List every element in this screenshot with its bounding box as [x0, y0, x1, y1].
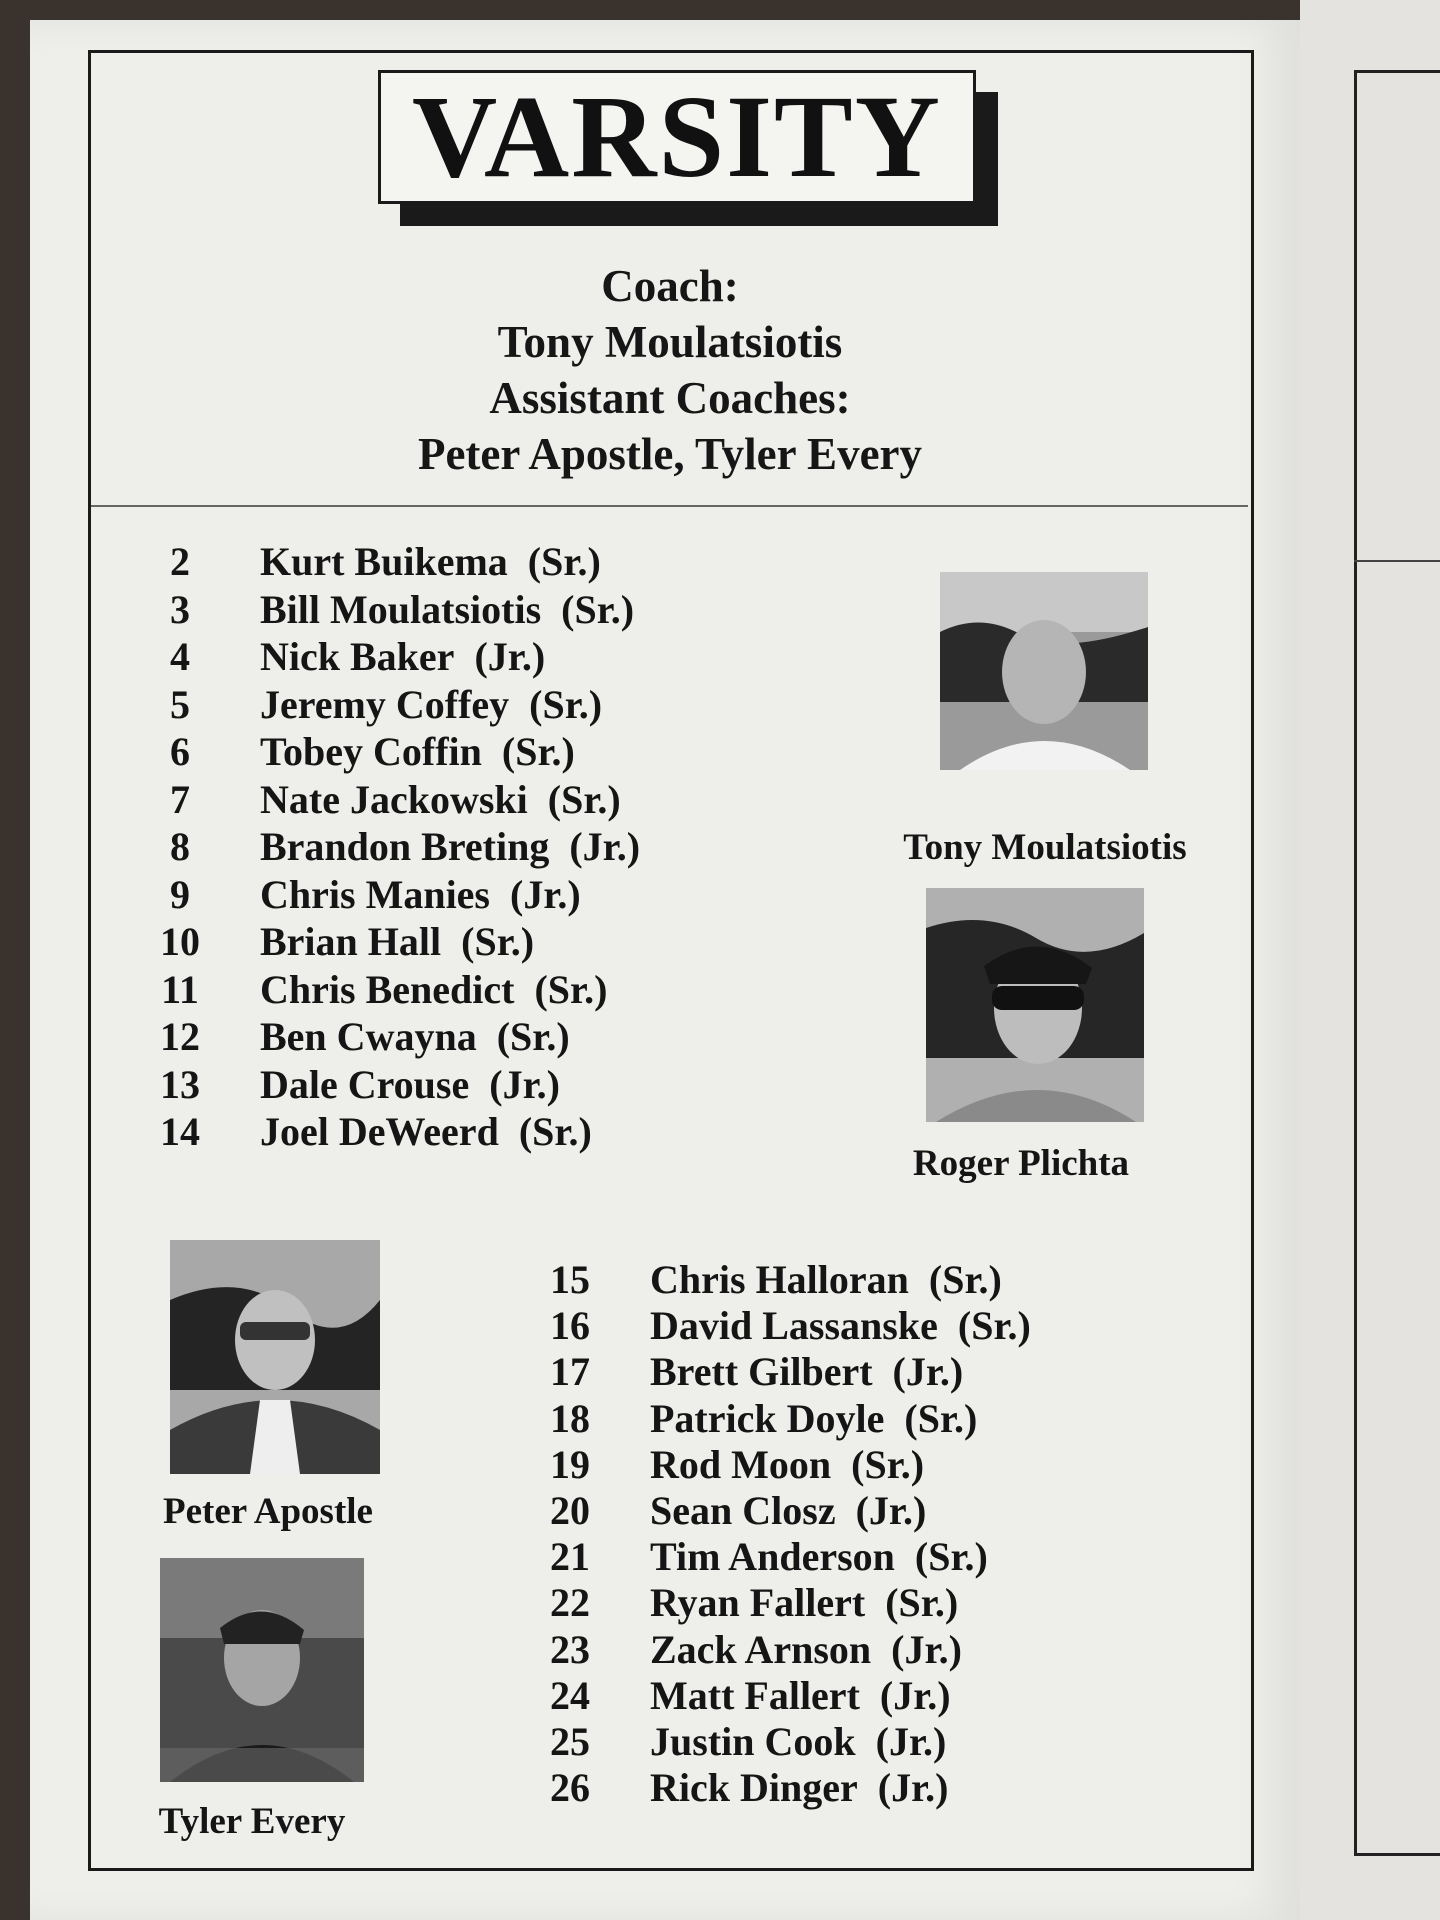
player-class: (Sr.): [534, 966, 608, 1012]
player-name-group: [650, 1348, 963, 1396]
player-name: Sean Closz: [650, 1488, 836, 1533]
player-name-group: [260, 1108, 592, 1156]
player-name-group: [260, 871, 581, 919]
player-name: Bill Moulatsiotis: [260, 586, 542, 632]
section-divider: [91, 505, 1248, 507]
jersey-number: 23: [550, 1626, 590, 1672]
jersey-number: 3: [170, 586, 190, 632]
player-class: (Sr.): [561, 586, 635, 632]
jersey-number: 8: [170, 824, 190, 869]
jersey-number: 26: [550, 1765, 590, 1811]
player-name-group: [260, 776, 621, 824]
player-class: (Sr.): [885, 1580, 959, 1626]
player-class: (Sr.): [518, 1109, 592, 1154]
player-name: Tobey Coffin: [260, 729, 482, 774]
player-name-group: [260, 681, 602, 729]
jersey-number: 19: [550, 1441, 590, 1487]
player-name-group: [260, 918, 534, 966]
player-name: Tim Anderson: [650, 1534, 895, 1580]
player-class: (Jr.): [879, 1672, 951, 1718]
jersey-number: 13: [160, 1061, 200, 1107]
coach-label: Coach:: [601, 261, 739, 311]
player-class: (Jr.): [891, 1626, 962, 1672]
player-name-group: [650, 1579, 958, 1627]
roster-list-bottom: [530, 1256, 1150, 1836]
jersey-number: 11: [161, 966, 199, 1012]
player-class: (Jr.): [892, 1349, 964, 1395]
jersey-number: 9: [170, 871, 190, 917]
player-name-group: [650, 1256, 1002, 1304]
player-name-group: [650, 1626, 962, 1674]
player-name-group: [650, 1395, 977, 1443]
photo-peter-apostle: [170, 1240, 380, 1474]
player-class: (Sr.): [461, 919, 535, 964]
player-name-group: [260, 538, 601, 586]
player-name: Kurt Buikema: [260, 539, 508, 584]
coaching-staff: [290, 258, 1050, 482]
player-name: Brian Hall: [260, 919, 442, 964]
jersey-number: 24: [550, 1672, 590, 1718]
jersey-number: 18: [550, 1395, 590, 1441]
player-name: Jeremy Coffey: [260, 681, 510, 727]
facing-page: [1300, 0, 1440, 1920]
player-name-group: [260, 823, 640, 871]
player-name: Nick Baker: [260, 634, 455, 679]
roster-list-top: [140, 538, 780, 1178]
player-name: Rick Dinger: [650, 1765, 858, 1811]
photo-tyler-every: [160, 1558, 364, 1782]
player-name: Justin Cook: [650, 1719, 856, 1764]
player-name: Nate Jackowski: [260, 776, 528, 822]
jersey-number: 14: [160, 1109, 200, 1154]
player-class: (Sr.): [547, 776, 621, 822]
player-class: (Jr.): [855, 1488, 927, 1533]
photo-tony-moulatsiotis: [940, 572, 1148, 770]
player-name-group: [650, 1672, 951, 1720]
jersey-number: 5: [170, 681, 190, 727]
assistant-coaches-label: Assistant Coaches:: [489, 373, 851, 423]
player-class: (Sr.): [904, 1395, 978, 1441]
page-title: VARSITY: [412, 71, 942, 202]
caption-peter-apostle: Peter Apostle: [163, 1491, 373, 1532]
photo-roger-plichta: [926, 888, 1144, 1122]
jersey-number: 15: [550, 1257, 590, 1302]
player-name: Zack Arnson: [650, 1626, 872, 1672]
title-box: [378, 70, 976, 204]
player-class: (Jr.): [875, 1719, 947, 1764]
player-name: Dale Crouse: [260, 1061, 470, 1107]
player-name-group: [260, 633, 545, 681]
player-class: (Sr.): [527, 539, 601, 584]
caption-roger-plichta: Roger Plichta: [912, 1143, 1130, 1184]
player-class: (Jr.): [569, 824, 641, 869]
jersey-number: 2: [170, 539, 190, 584]
player-class: (Sr.): [496, 1014, 570, 1059]
player-name-group: [260, 1013, 570, 1061]
player-name-group: [650, 1441, 924, 1489]
jersey-number: 12: [160, 1014, 200, 1059]
jersey-number: 21: [550, 1534, 590, 1580]
player-class: (Sr.): [851, 1441, 925, 1487]
player-name-group: [650, 1302, 1031, 1350]
player-class: (Jr.): [510, 871, 581, 917]
player-name-group: [650, 1718, 946, 1766]
jersey-number: 6: [170, 729, 190, 774]
player-name: Rod Moon: [650, 1441, 832, 1487]
player-name: Chris Benedict: [260, 966, 515, 1012]
assistant-coaches-names: Peter Apostle, Tyler Every: [417, 429, 923, 479]
jersey-number: 17: [550, 1349, 590, 1395]
jersey-number: 7: [170, 776, 190, 822]
player-name-group: [650, 1487, 926, 1535]
player-class: (Jr.): [474, 634, 546, 679]
jersey-number: 4: [170, 634, 190, 679]
player-name-group: [650, 1533, 988, 1581]
jersey-number: 16: [550, 1303, 590, 1349]
caption-tyler-every: Tyler Every: [158, 1801, 346, 1842]
player-name-group: [260, 1061, 560, 1109]
player-name: Ryan Fallert: [650, 1580, 866, 1626]
player-name-group: [650, 1764, 949, 1812]
player-name: Joel DeWeerd: [260, 1109, 499, 1154]
coach-name: Tony Moulatsiotis: [497, 317, 843, 367]
player-class: (Jr.): [877, 1765, 949, 1811]
jersey-number: 25: [550, 1719, 590, 1764]
player-class: (Sr.): [501, 729, 575, 774]
player-name: Chris Halloran: [650, 1257, 909, 1302]
player-name-group: [260, 966, 607, 1014]
caption-tony-moulatsiotis: Tony Moulatsiotis: [903, 827, 1187, 868]
player-class: (Jr.): [489, 1061, 560, 1107]
player-name-group: [260, 586, 634, 634]
player-name: Chris Manies: [260, 871, 490, 917]
jersey-number: 10: [160, 919, 200, 964]
player-name: Ben Cwayna: [260, 1014, 477, 1059]
player-class: (Sr.): [914, 1534, 988, 1580]
player-name: Matt Fallert: [650, 1672, 860, 1718]
jersey-number: 22: [550, 1580, 590, 1626]
player-name: Brett Gilbert: [650, 1349, 873, 1395]
player-class: (Sr.): [529, 681, 603, 727]
player-class: (Sr.): [928, 1257, 1002, 1302]
jersey-number: 20: [550, 1488, 590, 1533]
player-name: Patrick Doyle: [650, 1395, 885, 1441]
facing-page-border: [1354, 70, 1440, 1856]
facing-page-rule: [1354, 560, 1440, 562]
player-name: David Lassanske: [650, 1303, 938, 1349]
player-class: (Sr.): [957, 1303, 1031, 1349]
player-name-group: [260, 728, 575, 776]
player-name: Brandon Breting: [260, 824, 550, 869]
